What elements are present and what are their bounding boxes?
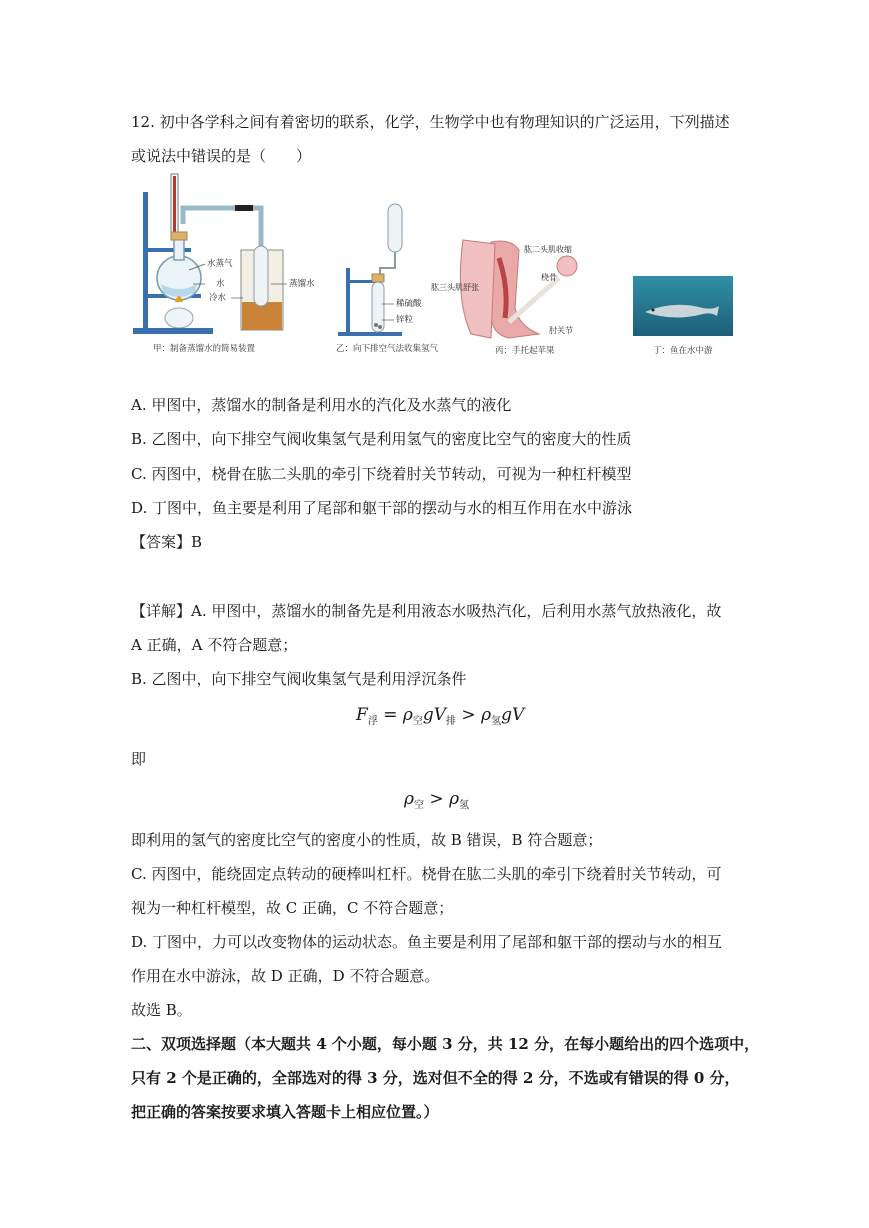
- figure-bing: [431, 238, 604, 362]
- label-distilled-water: 蒸馏水: [289, 279, 315, 289]
- label-cold-water: 冷水: [209, 293, 227, 303]
- option-b: B. 乙图中，向下排空气阀收集氢气是利用氢气的密度比空气的密度大的性质: [131, 430, 632, 448]
- fish-photo: [633, 276, 733, 336]
- answer-label: 【答案】B: [131, 533, 203, 551]
- label-biceps: 肱二头肌收缩: [524, 245, 572, 254]
- option-a: A. 甲图中，蒸馏水的制备是利用水的汽化及水蒸气的液化: [131, 396, 512, 414]
- buoyancy-formula: $F_浮 = \rho_空gV_排 > \rho_氢gV$: [356, 705, 525, 727]
- figure-ding: [633, 276, 737, 362]
- explanation-line-5: C. 丙图中，能绕固定点转动的硬棒叫杠杆。桡骨在肱二头肌的牵引下绕着肘关节转动，可: [131, 865, 722, 883]
- caption-yi: 乙：向下排空气法收集氢气: [336, 344, 439, 354]
- section-heading-line-2: 只有 2 个是正确的，全部选对的得 3 分，选对但不全的得 2 分，不选或有错误的得 0 分，: [131, 1069, 740, 1087]
- explanation-line-2: A 正确，A 不符合题意；: [131, 636, 298, 654]
- figure-jia: [131, 172, 331, 362]
- caption-ding: 丁：鱼在水中游: [653, 346, 713, 356]
- explanation-line-3: B. 乙图中，向下排空气阀收集氢气是利用浮沉条件: [131, 670, 467, 688]
- explanation-ji: 即: [131, 750, 147, 768]
- section-heading-line-1: 二、双项选择题（本大题共 4 个小题，每小题 3 分，共 12 分，在每小题给出的四个选项中，: [131, 1035, 760, 1053]
- explanation-line-6: 视为一种杠杆模型，故 C 正确，C 不符合题意；: [131, 899, 454, 917]
- section-heading-line-3: 把正确的答案按要求填入答题卡上相应位置。）: [131, 1103, 439, 1121]
- question-stem-line-2: 或说法中错误的是（ ）: [131, 147, 312, 165]
- label-water: 水: [216, 279, 225, 289]
- explanation-line-4: 即利用的氢气的密度比空气的密度小的性质，故 B 错误，B 符合题意；: [131, 831, 603, 849]
- label-zinc: 锌粒: [396, 315, 414, 325]
- explanation-line-7: D. 丁图中，力可以改变物体的运动状态。鱼主要是利用了尾部和躯干部的摆动与水的相互: [131, 933, 723, 951]
- arm-lever-illustration: [431, 238, 604, 342]
- explanation-line-9: 故选 B。: [131, 1001, 192, 1019]
- label-steam: 水蒸气: [207, 259, 233, 269]
- label-elbow: 肘关节: [549, 326, 573, 335]
- figure-yi: [336, 172, 441, 362]
- label-radius: 桡骨: [541, 273, 557, 282]
- question-figures: [131, 172, 741, 362]
- explanation-line-1: 【详解】A. 甲图中，蒸馏水的制备先是利用液态水吸热汽化，后利用水蒸气放热液化，故: [131, 602, 722, 620]
- label-sulfuric-acid: 稀硫酸: [396, 299, 422, 309]
- density-comparison-formula: $\rho_空 > \rho_氢$: [404, 789, 470, 811]
- option-c: C. 丙图中，桡骨在肱二头肌的牵引下绕着肘关节转动，可视为一种杠杆模型: [131, 465, 632, 483]
- question-stem-line-1: 12. 初中各学科之间有着密切的联系，化学，生物学中也有物理知识的广泛运用，下列描述: [131, 113, 730, 131]
- option-d: D. 丁图中，鱼主要是利用了尾部和躯干部的摆动与水的相互作用在水中游泳: [131, 499, 633, 517]
- distillation-apparatus-illustration: [131, 172, 331, 342]
- explanation-line-8: 作用在水中游泳，故 D 正确，D 不符合题意。: [131, 967, 440, 985]
- label-triceps: 肱三头肌舒张: [431, 283, 479, 292]
- caption-bing: 丙：手托起苹果: [495, 346, 555, 356]
- caption-jia: 甲：制备蒸馏水的简易装置: [153, 344, 256, 354]
- hydrogen-collection-illustration: [336, 172, 441, 342]
